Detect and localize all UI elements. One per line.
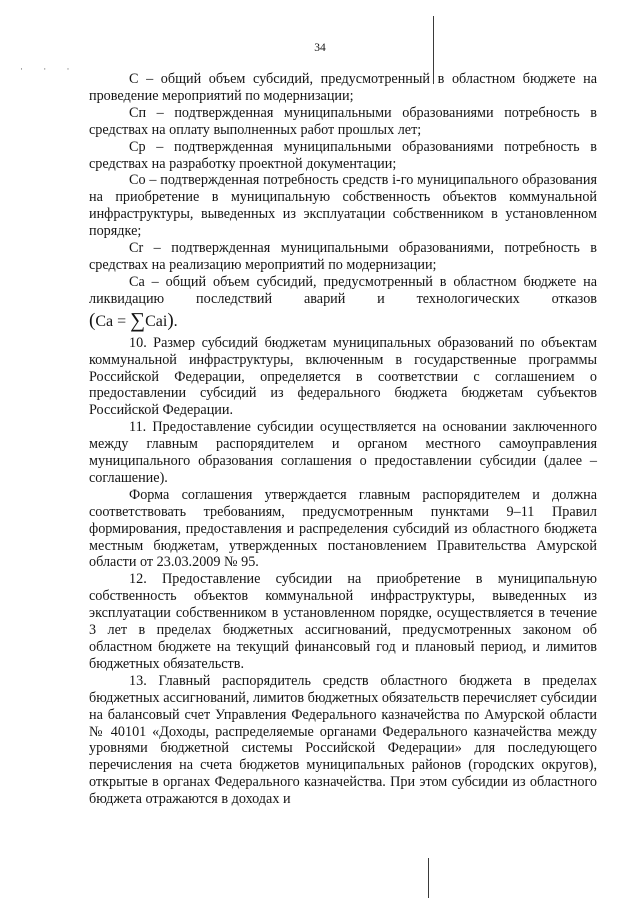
- page-number: 34: [314, 42, 326, 54]
- definition-c: С – общий объем субсидий, предусмотренный в областном бюджете на проведение мероприятий по модернизации;: [89, 71, 597, 104]
- formula-close-paren: ): [167, 309, 174, 331]
- definition-co: Со – подтвержденная потребность средств i-го муниципального образования на приобретение в муниципальную собственность объектов коммунальной инфраструктуры, выведенных из эксплуатации собственником в установленном порядке;: [89, 172, 597, 240]
- formula-lhs: Са: [95, 312, 114, 330]
- document-body: [89, 71, 597, 808]
- formula-rhs: Саi: [145, 312, 168, 330]
- formula-equals: =: [117, 312, 127, 330]
- clause-12: 12. Предоставление субсидии на приобретение в муниципальную собственность объектов коммунальной инфраструктуры, выведенных из эксплуатации собственником в установленном порядке, осуществляется в течение 3 лет в пределах бюджетных ассигнований, предусмотренных законом об областном бюджете на текущий финансовый год и плановый период, и лимитов бюджетных обязательств.: [89, 571, 597, 672]
- definition-cp: Сп – подтвержденная муниципальными образованиями потребность в средствах на оплату выполненных работ прошлых лет;: [89, 104, 597, 138]
- clause-13: 13. Главный распорядитель средств областного бюджета в пределах бюджетных ассигнований, лимитов бюджетных обязательств перечисляет субсидии на балансовый счет Управления Федерального казначейства по Амурской области № 40101 «Доходы, распределяемые органами Федерального казначейства между уровнями бюджетной системы Российской Федерации» для последующего перечисления на счета бюджетов муниципальных районов (городских округов), открытые в органах Федерального казначейства. При этом субсидии из областного бюджета отражаются в доходах и: [89, 672, 597, 808]
- scan-specks: · · ·: [20, 64, 79, 74]
- formula-open-paren: (: [89, 309, 96, 331]
- formula-terminator: .: [173, 312, 178, 330]
- clause-10: 10. Размер субсидий бюджетам муниципальных образований по объектам коммунальной инфраструктуры, включенным в государственные программы Российской Федерации, определяется в соответствии с соглашением о предоставлении субсидий из федерального бюджета бюджетам субъектов Российской Федерации.: [89, 334, 597, 419]
- sum-formula: [89, 309, 597, 333]
- definition-cr-modernization: Сr – подтвержденная муниципальными образованиями, потребность в средствах на реализацию мероприятий по модернизации;: [89, 240, 597, 273]
- definition-ca: Са – общий объем субсидий, предусмотренный в областном бюджете на ликвидацию последствий аварий и технологических отказов: [89, 273, 597, 307]
- sigma-symbol: ∑: [130, 307, 146, 332]
- scan-artifact-line-bottom: [428, 858, 429, 898]
- definition-cr: Ср – подтвержденная муниципальными образованиями потребность в средствах на разработку проектной документации;: [89, 138, 597, 172]
- agreement-form-paragraph: Форма соглашения утверждается главным распорядителем и должна соответствовать требованиям, предусмотренным пунктами 9–11 Правил формирования, предоставления и распределения субсидий из областного бюджета местным бюджетам, утвержденных постановлением Правительства Амурской области от 23.03.2009 № 95.: [89, 486, 597, 571]
- clause-11: 11. Предоставление субсидии осуществляется на основании заключенного между главным распорядителем и органом местного самоуправления муниципального образования соглашения о предоставлении субсидии (далее – соглашение).: [89, 419, 597, 486]
